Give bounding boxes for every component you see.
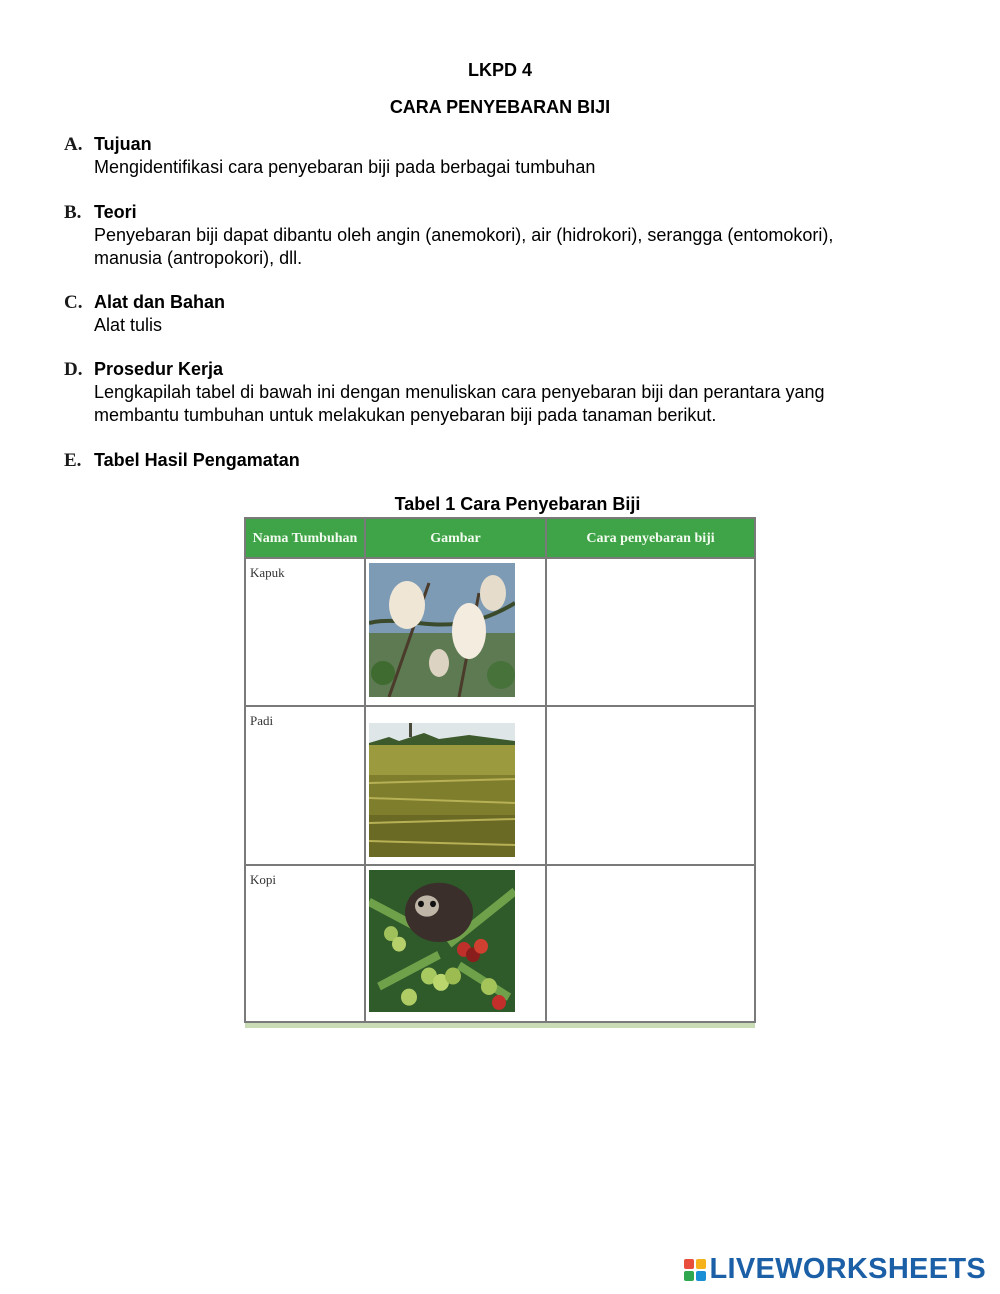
liveworksheets-brand	[684, 1253, 987, 1286]
section-prosedur	[64, 358, 944, 427]
section-letter: A.	[64, 134, 83, 155]
plant-name: Kopi	[245, 865, 365, 1022]
table-caption: Tabel 1 Cara Penyebaran Biji	[394, 494, 641, 514]
section-heading: Prosedur Kerja	[94, 359, 224, 379]
section-text: Mengidentifikasi cara penyebaran biji pada berbagai tumbuhan	[94, 157, 596, 177]
plant-image-cell	[365, 558, 546, 706]
answer-cell[interactable]	[546, 558, 755, 706]
observation-table	[244, 517, 756, 1028]
civet-coffee-photo	[369, 870, 515, 1012]
kapok-pods-photo	[369, 563, 515, 697]
liveworksheets-logo-icon	[684, 1259, 706, 1281]
answer-cell[interactable]	[546, 706, 755, 865]
section-letter: C.	[64, 292, 83, 313]
plant-name: Kapuk	[245, 558, 365, 706]
section-text: membantu tumbuhan untuk melakukan penyebaran biji pada tanaman berikut.	[94, 405, 717, 425]
section-letter: E.	[64, 450, 82, 471]
section-letter: D.	[64, 359, 83, 380]
table-row	[245, 865, 755, 1022]
section-letter: B.	[64, 202, 82, 223]
section-tabel	[64, 449, 944, 472]
plant-name: Padi	[245, 706, 365, 865]
section-text: Penyebaran biji dapat dibantu oleh angin (anemokori), air (hidrokori), serangga (entomokori),	[94, 225, 834, 245]
table-row	[245, 558, 755, 706]
section-heading: Tabel Hasil Pengamatan	[94, 450, 300, 470]
plant-image-cell	[365, 706, 546, 865]
header-gambar: Gambar	[365, 518, 546, 558]
header-nama-tumbuhan: Nama Tumbuhan	[245, 518, 365, 558]
table-row	[245, 706, 755, 865]
section-heading: Teori	[94, 202, 137, 222]
section-heading: Alat dan Bahan	[94, 292, 226, 312]
plant-image-cell	[365, 865, 546, 1022]
section-text: Alat tulis	[94, 315, 163, 335]
header-cara-penyebaran: Cara penyebaran biji	[546, 518, 755, 558]
worksheet-title: LKPD 4	[467, 60, 532, 80]
section-text: manusia (antropokori), dll.	[94, 248, 303, 268]
section-text: Lengkapilah tabel di bawah ini dengan menuliskan cara penyebaran biji dan perantara yang	[94, 382, 825, 402]
section-teori	[64, 201, 944, 270]
rice-field-photo	[369, 723, 515, 857]
section-alat-bahan	[64, 291, 944, 337]
section-tujuan	[64, 133, 944, 179]
table-footer-band	[245, 1022, 755, 1028]
answer-cell[interactable]	[546, 865, 755, 1022]
brand-text: LIVEWORKSHEETS	[709, 1253, 986, 1285]
section-heading: Tujuan	[94, 134, 152, 154]
worksheet-subtitle: CARA PENYEBARAN BIJI	[389, 97, 611, 117]
